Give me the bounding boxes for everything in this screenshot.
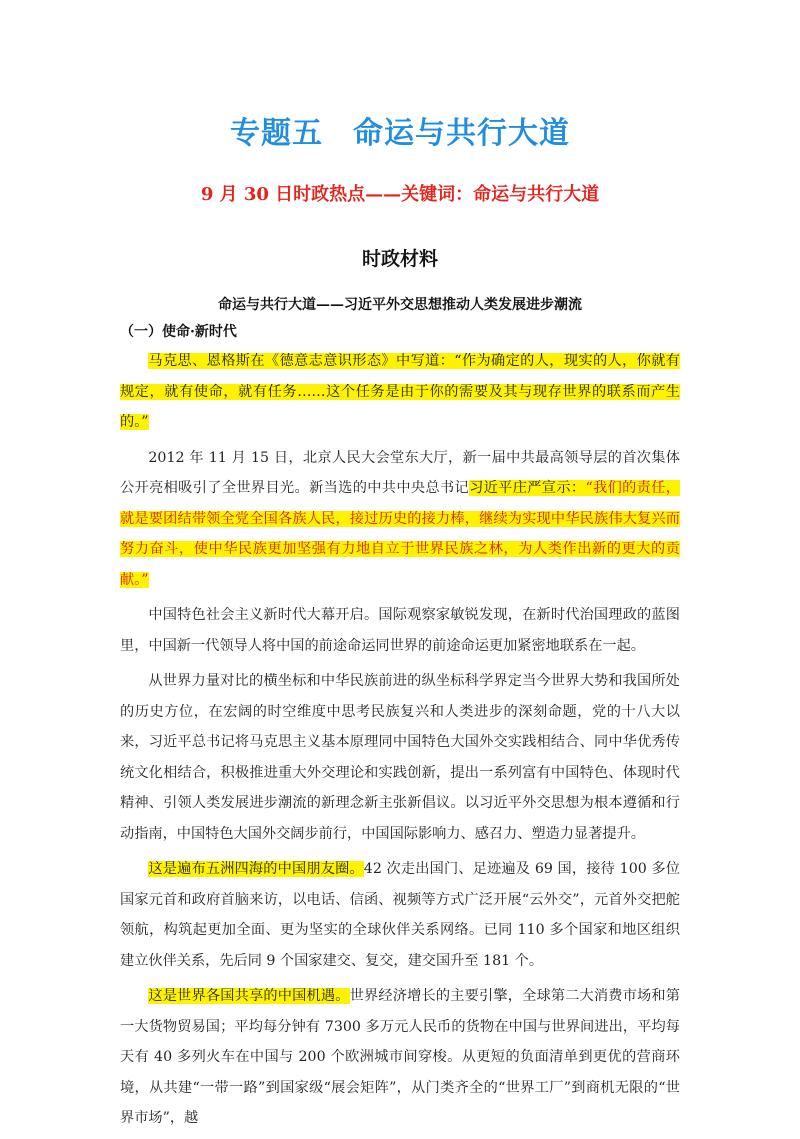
highlighted-text: 这是世界各国共享的中国机遇。 bbox=[148, 988, 350, 1004]
highlighted-red-quote: “我们的责任，就是要团结带领全党全国各族人民，接过历史的接力棒，继续为实现中华民族伟大复兴而努力奋斗，使中华民族更加坚强有力地自立于世界民族之林，为人类作出新的更大的贡献。” bbox=[120, 480, 680, 588]
article-title: 命运与共行大道——习近平外交思想推动人类发展进步潮流 bbox=[218, 297, 582, 313]
paragraph-text: 世界经济增长的主要引擎，全球第二大消费市场和第一大货物贸易国；平均每分钟有 7300 多万元人民币的货物在中国与世界间进出，平均每天有 40 多列火车在中国与 200 个欧洲城市间穿梭。从更短的负面清单到更优的营商环境，从共建“一带一路”到国家级“展会矩阵”，从门类齐全的“世界工厂”到商机无限的“世界市场”，越 bbox=[120, 988, 680, 1126]
paragraph-1 bbox=[120, 346, 680, 438]
paragraph-2 bbox=[120, 443, 680, 596]
paragraph-4: 从世界力量对比的横坐标和中华民族前进的纵坐标科学界定当今世界大势和我国所处的历史方位，在宏阔的时空维度中思考民族复兴和人类进步的深刻命题，党的十八大以来，习近平总书记将马克思主义基本原理同中国特色大国外交实践相结合、同中华优秀传统文化相结合，积极推进重大外交理论和实践创新，提出一系列富有中国特色、体现时代精神、引领人类发展进步潮流的新理念新主张新倡议。以习近平外交思想为根本遵循和行动指南，中国特色大国外交阔步前行，中国国际影响力、感召力、塑造力显著提升。 bbox=[120, 673, 680, 842]
highlighted-quote: 马克思、恩格斯在《德意志意识形态》中写道：“作为确定的人，现实的人，你就有规定，就有使命，就有任务……这个任务是由于你的需要及其与现存世界的联系而产生的。” bbox=[120, 353, 680, 430]
article-body bbox=[120, 346, 680, 1139]
paragraph-6 bbox=[120, 981, 680, 1134]
highlighted-text: 这是遍布五洲四海的中国朋友圈。 bbox=[148, 861, 364, 877]
paragraph-5 bbox=[120, 854, 680, 976]
section-heading: 时政材料 bbox=[361, 248, 438, 270]
paragraph-text: 42 次走出国门、足迹遍及 69 国，接待 100 多位国家元首和政府首脑来访，以电话、信函、视频等方式广泛开展“云外交”，元首外交把舵领航，构筑起更加全面、更为坚实的全球伙伴关系网络。已同 110 多个国家和地区组织建立伙伴关系，先后同 9 个国家建交、复交，建交国升至 181 个。 bbox=[120, 861, 680, 969]
page-subtitle: 9 月 30 日时政热点——关键词：命运与共行大道 bbox=[200, 184, 600, 205]
highlighted-text: 习近平庄严宣示： bbox=[469, 480, 586, 496]
title-topic-number: 专题五 bbox=[230, 116, 323, 151]
page-title bbox=[0, 108, 800, 152]
subsection-heading: （一）使命·新时代 bbox=[120, 324, 237, 340]
paragraph-3: 中国特色社会主义新时代大幕开启。国际观察家敏锐发现，在新时代治国理政的蓝图里，中国新一代领导人将中国的前途命运同世界的前途命运更加紧密地联系在一起。 bbox=[120, 607, 680, 654]
title-topic-name: 命运与共行大道 bbox=[353, 116, 570, 151]
paragraph-text: 2012 年 11 月 15 日，北京人民大会堂东大厅，新一届中共最高领导层的首次集体公开亮相吸引了全世界目光。新当选的中共中央总书记 bbox=[120, 449, 680, 496]
